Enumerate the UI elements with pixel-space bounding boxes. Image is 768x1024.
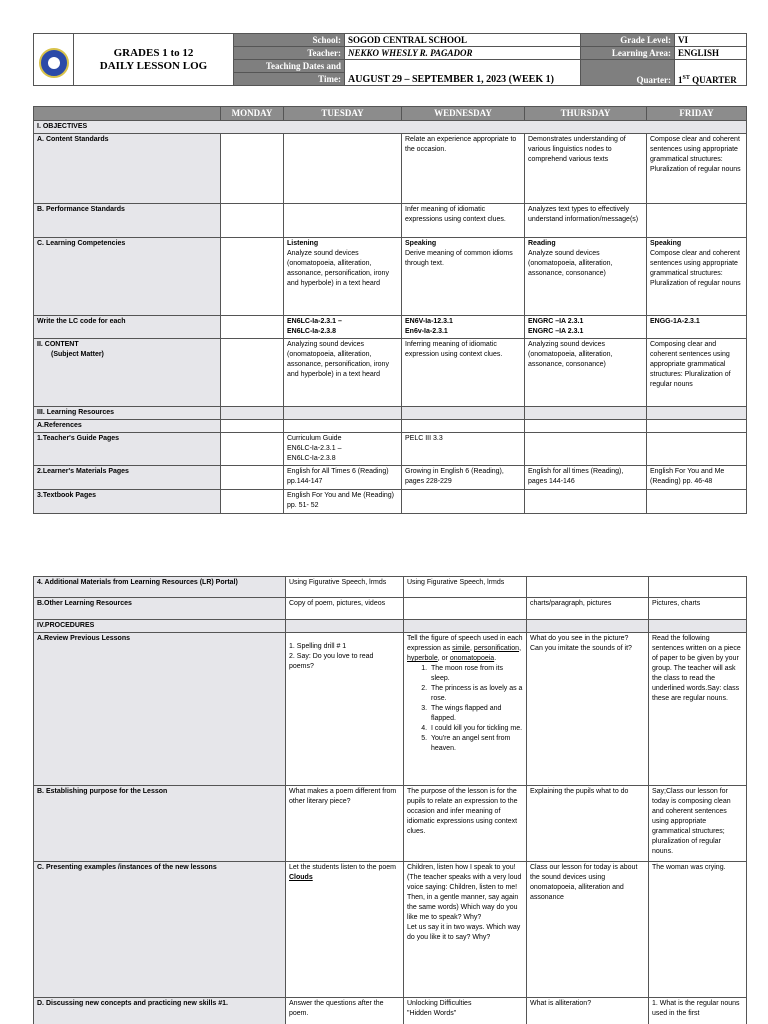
title-line-1: GRADES 1 to 12	[113, 46, 194, 59]
table-row	[34, 433, 747, 466]
cell-competencies-wed: Speaking Derive meaning of common idioms through text.	[402, 238, 525, 316]
list-item: 2. The princess is as lovely as a rose.	[429, 684, 523, 704]
school-label: School:	[234, 34, 345, 47]
table-row	[34, 862, 747, 998]
cell-purpose-wed: The purpose of the lesson is for the pupils to relate an expression to the occasion and infer meaning of idiomatic expressions using context clues.	[404, 786, 527, 862]
cell-textbook-tue: English For You and Me (Reading) pp. 51- 52	[284, 490, 402, 514]
teacher-value: NEKKO WHESLY R. PAGADOR	[345, 47, 581, 60]
cell-tg-wed: PELC III 3.3	[402, 433, 525, 466]
table-row	[34, 620, 747, 633]
cell-competencies-fri: Speaking Compose clear and coherent sentences using appropriate grammatical structures: Pluralization of regular nouns	[647, 238, 747, 316]
cell-purpose-fri: Say;Class our lesson for today is composing clean and coherent sentences using appropriate grammatical structures; pluralization of regular nouns.	[649, 786, 747, 862]
list-item: 5. You're an angel sent from heaven.	[429, 734, 523, 754]
cell-review-tue: 1. Spelling drill # 1 2. Say: Do you love to read poems?	[286, 633, 404, 786]
teachers-guide-label: 1.Teacher's Guide Pages	[34, 433, 221, 466]
cell-review-wed: Tell the figure of speech used in each expression as simile, personification, hyperbole, or onomatopoeia. 1. The moon rose from its sleep. 2. The princess is as lovely as a rose. 3. The wings flapped and flapped. 4. I could kill you for tickling me. 5. You're an angel sent from heaven.	[404, 633, 527, 786]
table-row	[34, 998, 747, 1024]
document-title	[74, 34, 234, 86]
list-item: 1. The moon rose from its sleep.	[429, 664, 523, 684]
table-row	[34, 598, 747, 620]
cell-discussing-wed: Unlocking Difficulties "Hidden Words"	[404, 998, 527, 1024]
cell-content-standards-wed: Relate an experience appropriate to the occasion.	[402, 134, 525, 204]
table-row	[34, 633, 747, 786]
lesson-table-part-1	[33, 106, 747, 514]
purpose-label: B. Establishing purpose for the Lesson	[34, 786, 286, 862]
cell-lc-code-fri: ENGG-1A-2.3.1	[647, 316, 747, 339]
references-heading: A.References	[34, 420, 221, 433]
additional-materials-label: 4. Additional Materials from Learning Resources (LR) Portal)	[34, 577, 286, 598]
table-row	[34, 420, 747, 433]
cell-performance-standards-thu: Analyzes text types to effectively understand information/message(s)	[525, 204, 647, 238]
cell-discussing-thu: What is alliteration?	[527, 998, 649, 1024]
cell-lm-fri: English For You and Me (Reading) pp. 46-48	[647, 466, 747, 490]
objectives-row	[34, 121, 747, 134]
cell-presenting-tue: Let the students listen to the poem Clouds	[286, 862, 404, 998]
cell-lc-code-wed: EN6V-Ia-12.3.1 En6v-Ia-2.3.1	[402, 316, 525, 339]
content-label: II. CONTENT (Subject Matter)	[34, 339, 221, 407]
learning-competencies-label: C. Learning Competencies	[34, 238, 221, 316]
table-row	[34, 134, 747, 204]
review-label: A.Review Previous Lessons	[34, 633, 286, 786]
title-line-2: DAILY LESSON LOG	[99, 59, 208, 72]
cell-presenting-thu: Class our lesson for today is about the sound devices using onomatopoeia, alliteration and assonance	[527, 862, 649, 998]
learning-area-value: ENGLISH	[675, 47, 747, 60]
deped-seal-icon	[39, 48, 69, 78]
list-item: 4. I could kill you for tickling me.	[429, 724, 523, 734]
day-header-row	[34, 107, 747, 121]
day-header-thursday: THURSDAY	[525, 107, 647, 121]
cell-other-fri: Pictures, charts	[649, 598, 747, 620]
cell-purpose-tue: What makes a poem different from other literary piece?	[286, 786, 404, 862]
textbook-label: 3.Textbook Pages	[34, 490, 221, 514]
table-row	[34, 407, 747, 420]
cell-lm-tue: English for All Times 6 (Reading) pp.144-147	[284, 466, 402, 490]
cell-content-fri: Composing clear and coherent sentences using appropriate grammatical structures: Pluralization of regular nouns	[647, 339, 747, 407]
grade-level-label: Grade Level:	[581, 34, 675, 47]
cell-discussing-fri: 1. What is the regular nouns used in the first	[649, 998, 747, 1024]
cell-performance-standards-wed: Infer meaning of idiomatic expressions using context clues.	[402, 204, 525, 238]
cell-competencies-thu: Reading Analyze sound devices (onomatopoeia, alliteration, assonance, consonance)	[525, 238, 647, 316]
cell-presenting-fri: The woman was crying.	[649, 862, 747, 998]
day-header-monday: MONDAY	[221, 107, 284, 121]
table-row	[34, 316, 747, 339]
deped-seal-cell	[34, 34, 74, 86]
table-row	[34, 339, 747, 407]
objectives-heading: I. OBJECTIVES	[34, 121, 747, 134]
table-row	[34, 238, 747, 316]
cell-review-fri: Read the following sentences written on a piece of paper to be given by your group. The teacher will ask the class to read the underlined words.Say: class these are regular nouns.	[649, 633, 747, 786]
quarter-value: 1ST QUARTER	[675, 60, 747, 86]
quarter-label: Quarter:	[581, 60, 675, 86]
dates-label-1: Teaching Dates and	[234, 60, 345, 73]
learning-resources-heading: III. Learning Resources	[34, 407, 221, 420]
learners-materials-label: 2.Learner's Materials Pages	[34, 466, 221, 490]
learning-area-label: Learning Area:	[581, 47, 675, 60]
cell-other-tue: Copy of poem, pictures, videos	[286, 598, 404, 620]
cell-other-thu: charts/paragraph, pictures	[527, 598, 649, 620]
cell-content-tue: Analyzing sound devices (onomatopoeia, alliteration, assonance, personification, irony and hyperbole) in a text heard	[284, 339, 402, 407]
cell-lm-thu: English for all times (Reading), pages 144-146	[525, 466, 647, 490]
table-row	[34, 466, 747, 490]
cell-lc-code-thu: ENGRC –IA 2.3.1 ENGRC –IA 2.3.1	[525, 316, 647, 339]
grade-level-value: VI	[675, 34, 747, 47]
content-standards-label: A. Content Standards	[34, 134, 221, 204]
cell-tg-tue: Curriculum Guide EN6LC-Ia-2.3.1 – EN6LC-Ia-2.3.8	[284, 433, 402, 466]
table-row	[34, 204, 747, 238]
cell-presenting-wed: Children, listen how I speak to you! (The teacher speaks with a very loud voice saying: Children, listen to me! Then, in a gentle manner, say again the same words) Which way do you like me to speak? Why? Let us say it in two ways. Which way do you like it to say? Why?	[404, 862, 527, 998]
table-row	[34, 490, 747, 514]
other-resources-label: B.Other Learning Resources	[34, 598, 286, 620]
school-value: SOGOD CENTRAL SCHOOL	[345, 34, 581, 47]
day-header-blank	[34, 107, 221, 121]
table-row	[34, 786, 747, 862]
performance-standards-label: B. Performance Standards	[34, 204, 221, 238]
cell-content-standards-fri: Compose clear and coherent sentences using appropriate grammatical structures: Pluralization of regular nouns	[647, 134, 747, 204]
cell-lm-wed: Growing in English 6 (Reading), pages 228-229	[402, 466, 525, 490]
presenting-label: C. Presenting examples /instances of the new lessons	[34, 862, 286, 998]
cell-competencies-tue: Listening Analyze sound devices (onomatopoeia, alliteration, assonance, personification, irony and hyperbole) in a text heard	[284, 238, 402, 316]
teacher-label: Teacher:	[234, 47, 345, 60]
cell-review-thu: What do you see in the picture? Can you imitate the sounds of it?	[527, 633, 649, 786]
figure-of-speech-list	[407, 664, 523, 754]
cell-content-thu: Analyzing sound devices (onomatopoeia, alliteration, assonance, consonance)	[525, 339, 647, 407]
lc-code-label: Write the LC code for each	[34, 316, 221, 339]
cell-content-standards-thu: Demonstrates understanding of various linguistics nodes to comprehend various texts	[525, 134, 647, 204]
day-header-tuesday: TUESDAY	[284, 107, 402, 121]
cell-additional-wed: Using Figurative Speech, lrmds	[404, 577, 527, 598]
cell-lc-code-tue: EN6LC-Ia-2.3.1 – EN6LC-Ia-2.3.8	[284, 316, 402, 339]
dates-label-2: Time:	[234, 73, 345, 86]
table-row	[34, 577, 747, 598]
cell-additional-tue: Using Figurative Speech, lrmds	[286, 577, 404, 598]
header-table	[33, 33, 747, 86]
day-header-wednesday: WEDNESDAY	[402, 107, 525, 121]
cell-purpose-thu: Explaining the pupils what to do	[527, 786, 649, 862]
cell-content-wed: Inferring meaning of idiomatic expression using context clues.	[402, 339, 525, 407]
discussing-label: D. Discussing new concepts and practicing new skills #1.	[34, 998, 286, 1024]
list-item: 3. The wings flapped and flapped.	[429, 704, 523, 724]
lesson-table-part-2	[33, 576, 747, 1024]
day-header-friday: FRIDAY	[647, 107, 747, 121]
cell-discussing-tue: Answer the questions after the poem.	[286, 998, 404, 1024]
dates-value: AUGUST 29 – SEPTEMBER 1, 2023 (WEEK 1)	[345, 60, 581, 86]
procedures-heading: IV.PROCEDURES	[34, 620, 286, 633]
